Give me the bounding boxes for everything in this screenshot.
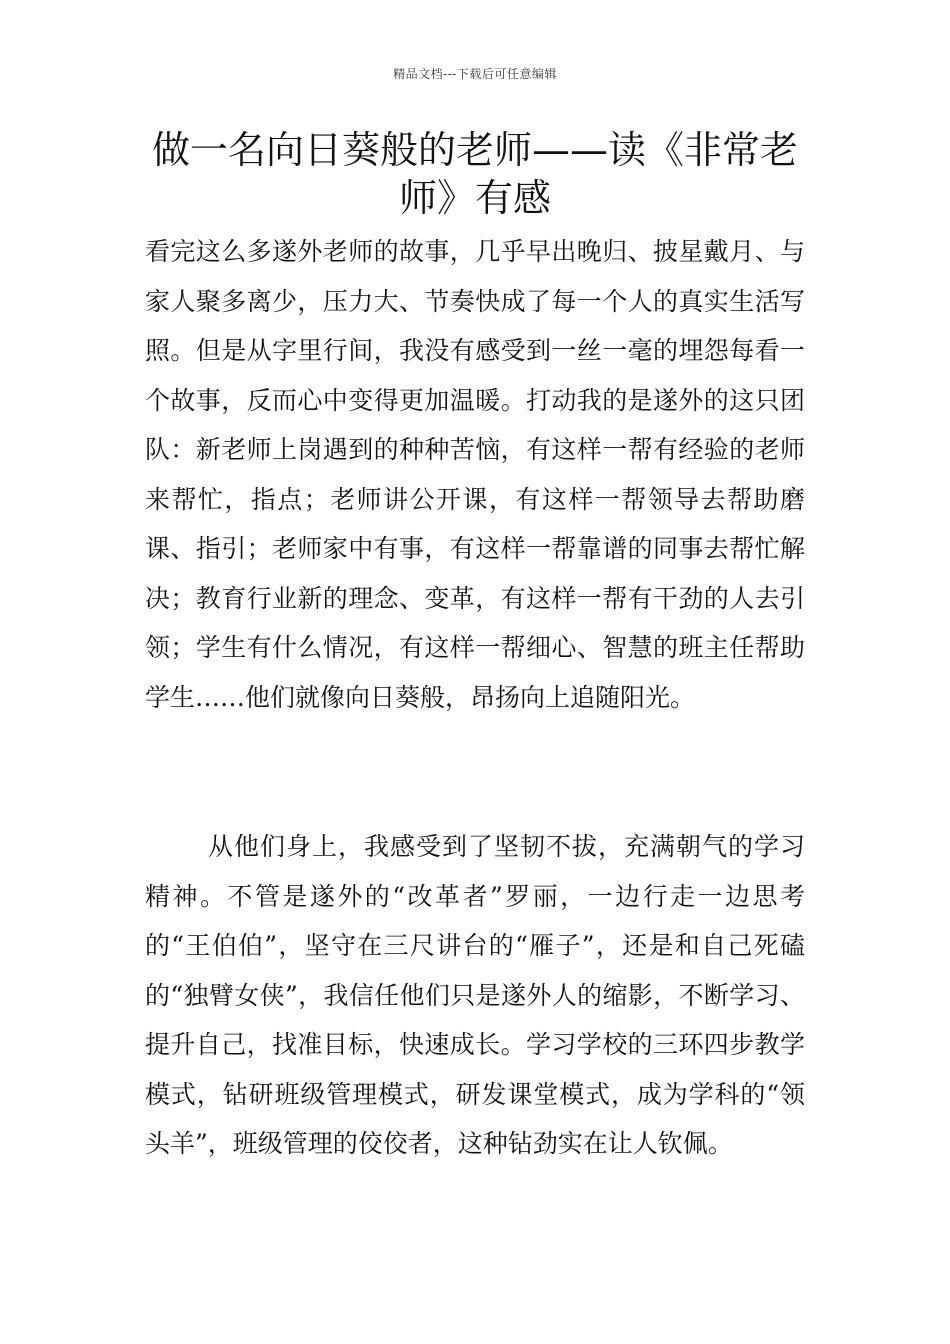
document-title: 做一名向日葵般的老师——读《非常老师》有感: [151, 128, 798, 220]
body-paragraph-2: 从他们身上，我感受到了坚韧不拔，充满朝气的学习精神。不管是遂外的“改革者”罗丽，一边行走一边思考的“王伯伯”，坚守在三尺讲台的“雁子”，还是和自己死磕的“独臂女侠”，我信任他们只是遂外人的缩影，不断学习、提升自己，找准目标，快速成长。学习学校的三环四步教学模式，钻研班级管理模式，研发课堂模式，成为学科的“领头羊”，班级管理的佼佼者，这种钻劲实在让人钦佩。: [145, 832, 805, 1158]
body-paragraph-1: 看完这么多遂外老师的故事，几乎早出晚归、披星戴月、与家人聚多离少，压力大、节奏快成了每一个人的真实生活写照。但是从字里行间，我没有感受到一丝一毫的埋怨每看一个故事，反而心中变得更加温暖。打动我的是遂外的这只团队：新老师上岗遇到的种种苦恼，有这样一帮有经验的老师来帮忙，指点；老师讲公开课，有这样一帮领导去帮助磨课、指引；老师家中有事，有这样一帮靠谱的同事去帮忙解决；教育行业新的理念、变革，有这样一帮有干劲的人去引领；学生有什么情况，有这样一帮细心、智慧的班主任帮助学生……他们就像向日葵般，昂扬向上追随阳光。: [145, 237, 805, 712]
header-note: 精品文档---下载后可任意编辑: [393, 67, 557, 81]
